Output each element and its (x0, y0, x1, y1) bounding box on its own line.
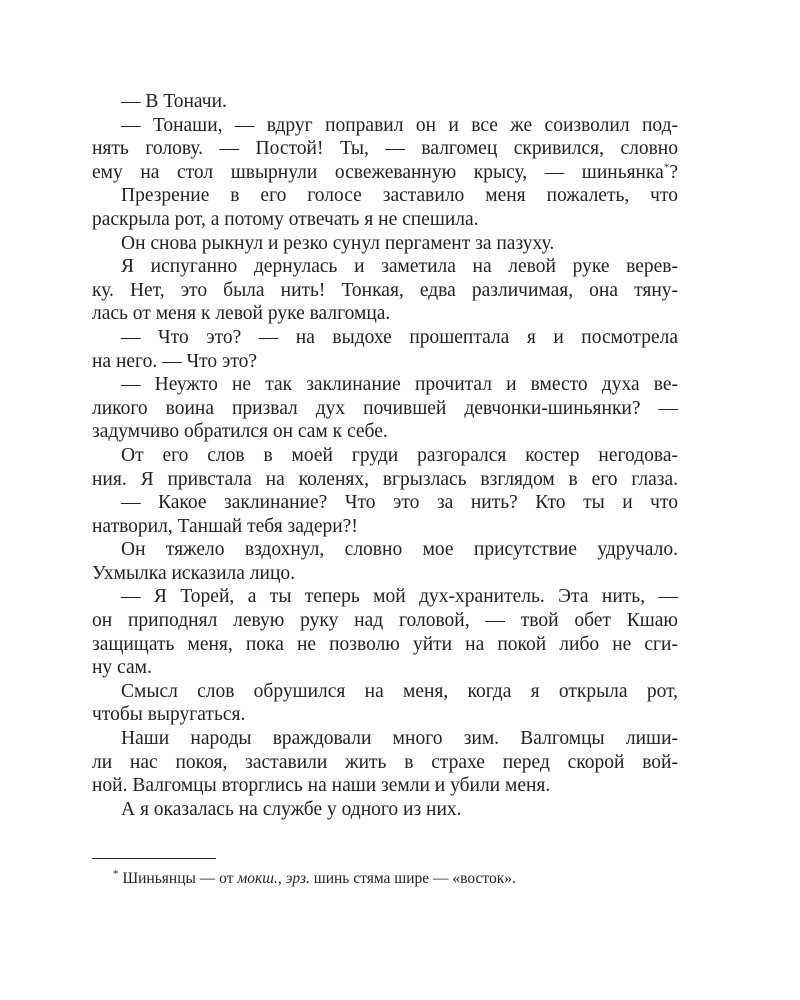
text-line (92, 161, 678, 185)
text-line: — Что это? — на выдохе прошептала я и посмотрела (121, 326, 678, 348)
text-line: ния. Я привстала на коленях, вгрызлась взглядом в его глаза. (92, 468, 678, 490)
text-line: нять голову. — Постой! Ты, — валгомец скривился, словно (92, 138, 678, 160)
text-line: От его слов в моей груди разгорался костер негодова- (121, 444, 678, 466)
text-line: защищать меня, пока не позволю уйти на покой либо не сги- (92, 633, 678, 655)
text-line: — Неужто не так заклинание прочитал и вместо духа ве- (121, 374, 678, 396)
text-line: на него. — Что это? (92, 350, 258, 372)
text-line: чтобы выругаться. (92, 704, 246, 726)
text-line: А я оказалась на службе у одного из них. (121, 798, 462, 820)
text-line-part: ему на стол швырнули освежеванную крысу, — шиньянка (92, 161, 664, 183)
text-line: он приподнял левую руку над головой, — твой обет Кшаю (92, 610, 678, 632)
text-line: раскрыла рот, а потому отвечать я не спешила. (92, 208, 479, 230)
book-page-text (92, 90, 678, 821)
footnote-divider (92, 858, 216, 859)
text-line: Наши народы враждовали много зим. Валгомцы лиши- (121, 728, 678, 750)
text-line: — В Тоначи. (121, 91, 227, 112)
text-line: Он тяжело вздохнул, словно мое присутствие удручало. (121, 539, 678, 561)
footnote-text-start: Шиньянцы — от (122, 870, 238, 887)
footnote-mark: * (113, 867, 119, 880)
text-line: Ухмылка исказила лицо. (92, 562, 296, 584)
text-line: Презрение в его голосе заставило меня пожалеть, что (121, 185, 678, 207)
text-line: — Я Торей, а ты теперь мой дух-хранитель. Эта нить, — (121, 586, 678, 608)
text-line: лась от меня к левой руке валгомца. (92, 303, 391, 325)
text-line: ну сам. (92, 657, 152, 679)
footnote-reference-mark: * (663, 161, 670, 174)
footnote (113, 869, 516, 889)
text-line: Смысл слов обрушился на меня, когда я открыла рот, (121, 680, 678, 702)
text-line-part: ? (669, 161, 678, 183)
footnote-language-abbreviation: мокш., эрз. (237, 870, 310, 887)
text-line: Я испуганно дернулась и заметила на левой руке верев- (121, 256, 678, 278)
text-line: ликого воина призвал дух почившей девчонки-шиньянки? — (92, 397, 678, 419)
text-line: задумчиво обратился он сам к себе. (92, 421, 388, 443)
text-line: Он снова рыкнул и резко сунул пергамент за пазуху. (121, 232, 555, 254)
text-line: — Тонаши, — вдруг поправил он и все же соизволил под- (121, 114, 678, 136)
text-line: ли нас покоя, заставили жить в страхе перед скорой вой- (92, 751, 678, 773)
text-line: ной. Валгомцы вторглись на наши земли и убили меня. (92, 775, 551, 797)
text-line: ку. Нет, это была нить! Тонкая, едва различимая, она тяну- (92, 279, 678, 301)
footnote-text-end: шинь стяма шире — «восток». (309, 870, 516, 887)
text-line: — Какое заклинание? Что это за нить? Кто ты и что (121, 492, 678, 514)
text-line: натворил, Таншай тебя задери?! (92, 515, 358, 537)
